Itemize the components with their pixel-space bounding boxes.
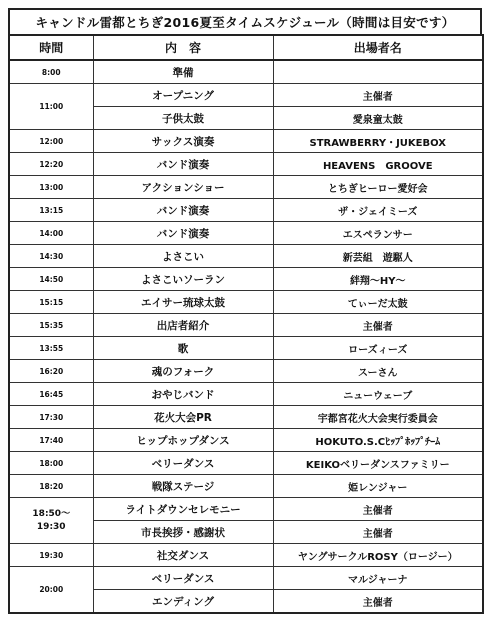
time-cell: 17:40 xyxy=(9,429,93,452)
performer-cell: ニューウェーブ xyxy=(273,383,483,406)
performer-cell: 主催者 xyxy=(273,521,483,544)
time-cell: 14:00 xyxy=(9,222,93,245)
performer-cell: HOKUTO.S.Cﾋｯﾌﾟﾎｯﾌﾟﾁｰﾑ xyxy=(273,429,483,452)
time-cell: 13:00 xyxy=(9,176,93,199)
content-cell: 準備 xyxy=(93,60,273,84)
header-time: 時間 xyxy=(9,35,93,60)
time-cell: 12:00 xyxy=(9,130,93,153)
content-cell: おやじバンド xyxy=(93,383,273,406)
performer-cell: 愛泉童太鼓 xyxy=(273,107,483,130)
performer-cell: ヤングサークルROSY（ロージー） xyxy=(273,544,483,567)
performer-cell: 主催者 xyxy=(273,590,483,614)
time-cell: 11:00 xyxy=(9,84,93,130)
time-cell: 17:30 xyxy=(9,406,93,429)
performer-cell xyxy=(273,60,483,84)
performer-cell: 絆翔～HY～ xyxy=(273,268,483,291)
schedule-table xyxy=(8,34,484,614)
header-content: 内 容 xyxy=(93,35,273,60)
content-cell: よさこい xyxy=(93,245,273,268)
time-cell: 14:30 xyxy=(9,245,93,268)
time-cell: 16:20 xyxy=(9,360,93,383)
content-cell: ヒップホップダンス xyxy=(93,429,273,452)
content-cell: サックス演奏 xyxy=(93,130,273,153)
header-performer: 出場者名 xyxy=(273,35,483,60)
performer-cell: KEIKOベリーダンスファミリー xyxy=(273,452,483,475)
content-cell: 市長挨拶・感謝状 xyxy=(93,521,273,544)
table-row xyxy=(9,268,483,291)
content-cell: エンディング xyxy=(93,590,273,614)
time-cell: 13:15 xyxy=(9,199,93,222)
performer-cell: てぃーだ太鼓 xyxy=(273,291,483,314)
table-row xyxy=(9,314,483,337)
content-cell: バンド演奏 xyxy=(93,199,273,222)
table-row xyxy=(9,153,483,176)
time-cell: 18:00 xyxy=(9,452,93,475)
time-cell: 18:20 xyxy=(9,475,93,498)
table-row xyxy=(9,544,483,567)
content-cell: 歌 xyxy=(93,337,273,360)
time-cell: 12:20 xyxy=(9,153,93,176)
performer-cell: エスペランサー xyxy=(273,222,483,245)
table-row xyxy=(9,222,483,245)
table-row xyxy=(9,429,483,452)
time-cell: 18:50～ 19:30 xyxy=(9,498,93,544)
table-row xyxy=(9,60,483,84)
content-cell: 出店者紹介 xyxy=(93,314,273,337)
performer-cell: とちぎヒーロー愛好会 xyxy=(273,176,483,199)
table-row xyxy=(9,245,483,268)
table-row xyxy=(9,337,483,360)
table-row xyxy=(9,498,483,521)
table-row xyxy=(9,383,483,406)
header-row xyxy=(9,35,483,60)
content-cell: ライトダウンセレモニー xyxy=(93,498,273,521)
content-cell: バンド演奏 xyxy=(93,153,273,176)
content-cell: よさこいソーラン xyxy=(93,268,273,291)
content-cell: 魂のフォーク xyxy=(93,360,273,383)
content-cell: 戦隊ステージ xyxy=(93,475,273,498)
performer-cell: 主催者 xyxy=(273,498,483,521)
table-row xyxy=(9,567,483,590)
content-cell: アクションショー xyxy=(93,176,273,199)
content-cell: オープニング xyxy=(93,84,273,107)
performer-cell: ローズィーズ xyxy=(273,337,483,360)
table-row xyxy=(9,452,483,475)
performer-cell: 姫レンジャー xyxy=(273,475,483,498)
performer-cell: 新芸組 遊駆人 xyxy=(273,245,483,268)
table-row xyxy=(9,406,483,429)
table-row xyxy=(9,130,483,153)
table-row xyxy=(9,475,483,498)
schedule-sheet xyxy=(8,8,482,614)
content-cell: 社交ダンス xyxy=(93,544,273,567)
table-row xyxy=(9,176,483,199)
performer-cell: HEAVENS GROOVE xyxy=(273,153,483,176)
table-row xyxy=(9,360,483,383)
performer-cell: 主催者 xyxy=(273,314,483,337)
content-cell: 花火大会PR xyxy=(93,406,273,429)
schedule-title: キャンドル雷都とちぎ2016夏至タイムスケジュール（時間は目安です） xyxy=(8,8,482,34)
content-cell: バンド演奏 xyxy=(93,222,273,245)
time-cell: 13:55 xyxy=(9,337,93,360)
time-cell: 19:30 xyxy=(9,544,93,567)
performer-cell: 宇都宮花火大会実行委員会 xyxy=(273,406,483,429)
performer-cell: 主催者 xyxy=(273,84,483,107)
content-cell: ベリーダンス xyxy=(93,452,273,475)
content-cell: ベリーダンス xyxy=(93,567,273,590)
table-row xyxy=(9,291,483,314)
time-cell: 15:15 xyxy=(9,291,93,314)
performer-cell: ザ・ジェイミーズ xyxy=(273,199,483,222)
table-row xyxy=(9,84,483,107)
table-row xyxy=(9,199,483,222)
performer-cell: マルジャーナ xyxy=(273,567,483,590)
schedule-body xyxy=(9,60,483,613)
time-cell: 16:45 xyxy=(9,383,93,406)
performer-cell: STRAWBERRY・JUKEBOX xyxy=(273,130,483,153)
time-cell: 20:00 xyxy=(9,567,93,614)
content-cell: 子供太鼓 xyxy=(93,107,273,130)
content-cell: エイサー琉球太鼓 xyxy=(93,291,273,314)
performer-cell: スーさん xyxy=(273,360,483,383)
time-cell: 15:35 xyxy=(9,314,93,337)
time-cell: 8:00 xyxy=(9,60,93,84)
time-cell: 14:50 xyxy=(9,268,93,291)
